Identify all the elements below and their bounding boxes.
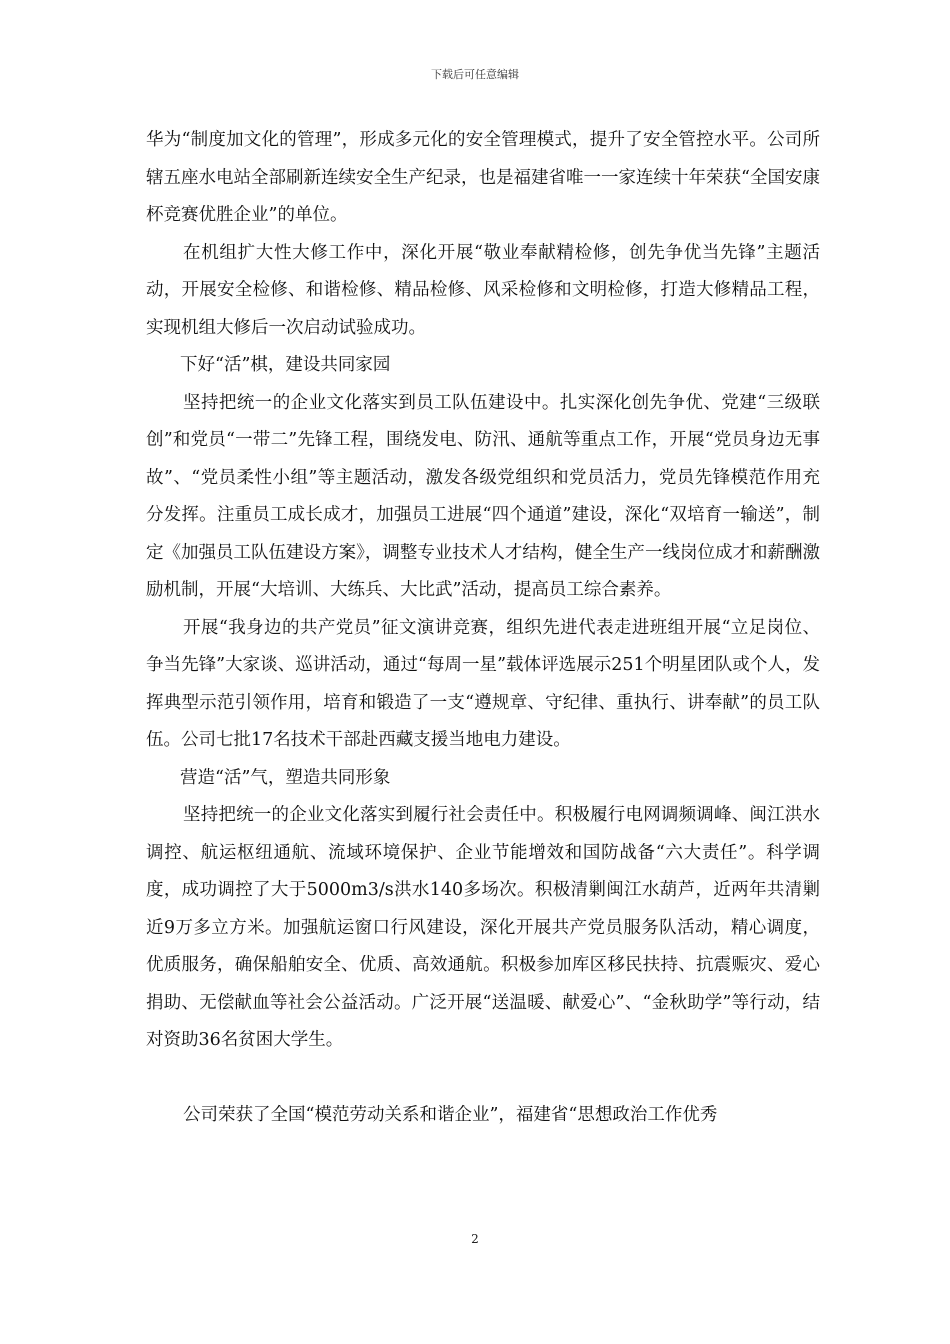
document-body [146, 122, 820, 1134]
paragraph-workforce: 坚持把统一的企业文化落实到员工队伍建设中。扎实深化创先争优、党建“三级联创”和党员“一带二”先锋工程，围绕发电、防汛、通航等重点工作，开展“党员身边无事故”、“党员柔性小组”等主题活动，激发各级党组织和党员活力，党员先锋模范作用充分发挥。注重员工成长成才，加强员工进展“四个通道”建设，深化“双培育一输送”，制定《加强员工队伍建设方案》，调整专业技术人才结构，健全生产一线岗位成才和薪酬激励机制，开展“大培训、大练兵、大比武”活动，提高员工综合素养。 [146, 392, 820, 600]
paragraph-overhaul: 在机组扩大性大修工作中，深化开展“敬业奉献精检修，创先争优当先锋”主题活动，开展安全检修、和谐检修、精品检修、风采检修和文明检修，打造大修精品工程，实现机组大修后一次启动试验成功。 [146, 242, 820, 338]
page-header: 下载后可任意编辑 [431, 68, 519, 81]
page-number: 2 [471, 1232, 479, 1246]
paragraph-honors: 公司荣获了全国“模范劳动关系和谐企业”，福建省“思想政治工作优秀 [183, 1104, 718, 1125]
section-heading-image: 营造“活”气，塑造共同形象 [180, 767, 391, 788]
paragraph-safety-management: 华为“制度加文化的管理”，形成多元化的安全管理模式，提升了安全管控水平。公司所辖五座水电站全部刷新连续安全生产纪录，也是福建省唯一一家连续十年荣获“全国安康杯竞赛优胜企业”的单位。 [146, 130, 820, 225]
paragraph-social-responsibility: 坚持把统一的企业文化落实到履行社会责任中。积极履行电网调频调峰、闽江洪水调控、航运枢纽通航、流域环境保护、企业节能增效和国防战备“六大责任”。科学调度，成功调控了大于5000m3/s洪水140多场次。积极清剿闽江水葫芦，近两年共清剿近9万多立方米。加强航运窗口行风建设，深化开展共产党员服务队活动，精心调度，优质服务，确保船舶安全、优质、高效通航。积极参加库区移民扶持、抗震赈灾、爱心捐助、无偿献血等社会公益活动。广泛开展“送温暖、献爱心”、“金秋助学”等行动，结对资助36名贫困大学生。 [146, 805, 820, 1050]
paragraph-party-members: 开展“我身边的共产党员”征文演讲竞赛，组织先进代表走进班组开展“立足岗位、争当先锋”大家谈、巡讲活动，通过“每周一星”载体评选展示251个明星团队或个人，发挥典型示范引领作用，培育和锻造了一支“遵规章、守纪律、重执行、讲奉献”的员工队伍。公司七批17名技术干部赴西藏支援当地电力建设。 [146, 617, 820, 750]
section-heading-family: 下好“活”棋，建设共同家园 [180, 355, 391, 375]
